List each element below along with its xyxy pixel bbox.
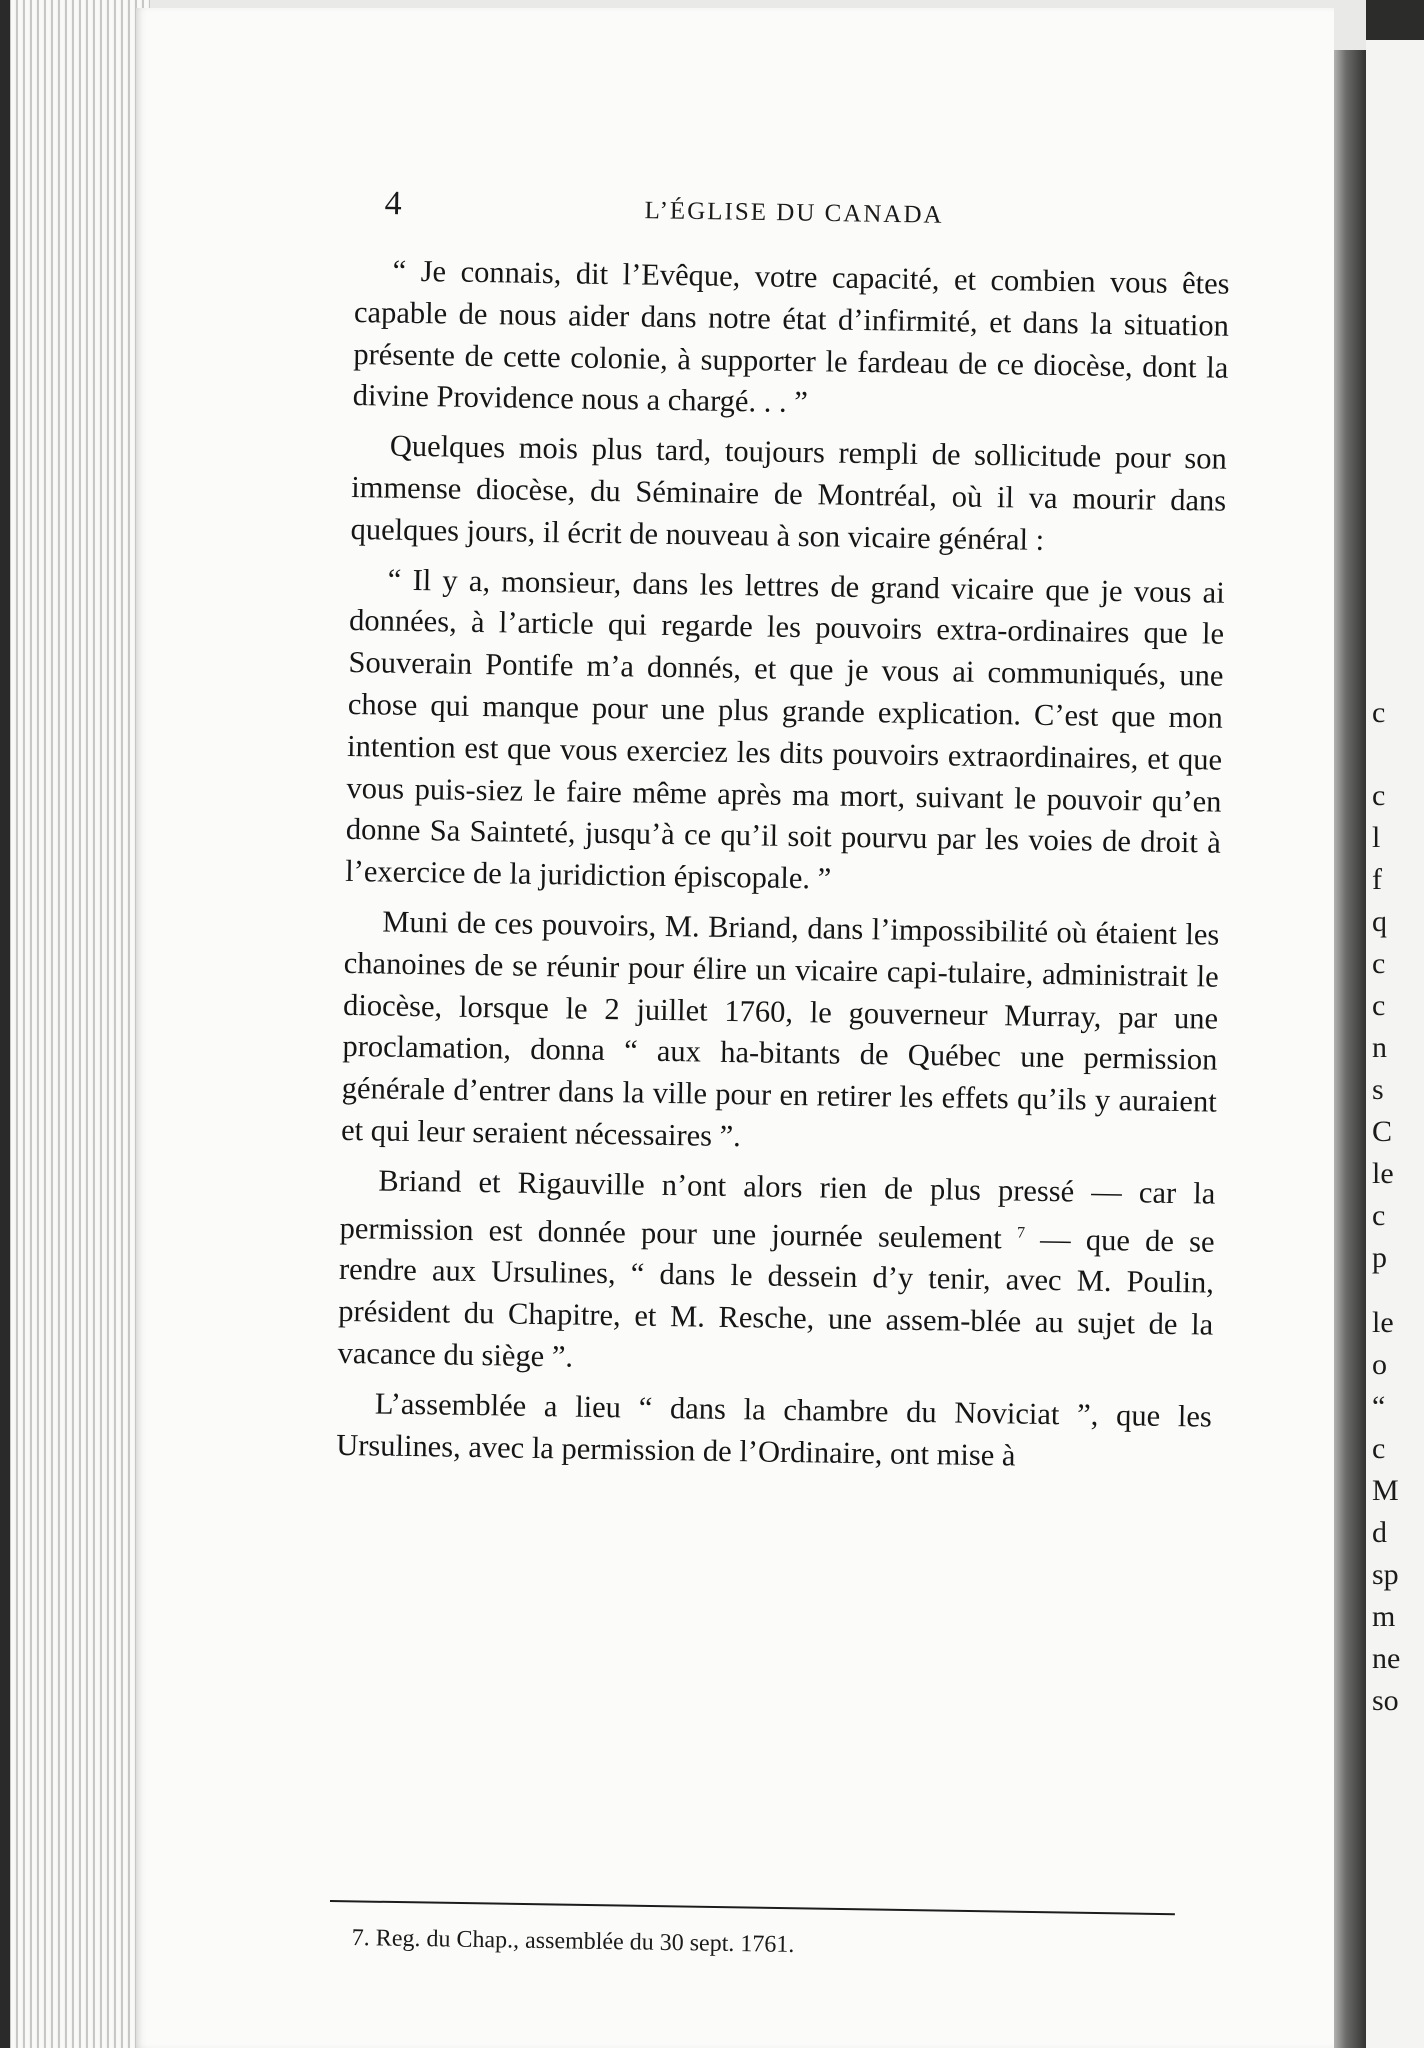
paragraph <box>337 1160 1215 1389</box>
paragraph: L’assemblée a lieu “ dans la chambre du Noviciat ”, que les Ursulines, avec la permission de l’Ordinaire, ont mise à <box>335 1386 1213 1473</box>
paragraph: “ Il y a, monsieur, dans les lettres de grand vicaire que je vous ai données, à l’article qui regarde les pouvoirs extra-ordinaires que le Souverain Pontife m’a donnés, et que je vous ai communiqués, une chose qui manque pour une plus grande explication. C’est que mon intention est que vous exerciez les dits pouvoirs extraordinaires, et que vous puis-siez le faire même après ma mort, suivant le pouvoir qu’en donne Sa Sainteté, jusqu’à ce qu’il soit pourvu par les voies de droit à l’exercice de la juridiction épiscopale. ” <box>344 562 1225 896</box>
facing-page-fragment: m <box>1372 1600 1396 1633</box>
facing-page-fragment: c <box>1372 696 1386 729</box>
paragraph: “ Je connais, dit l’Evêque, votre capacité, et combien vous êtes capable de nous aider dans notre état d’infirmité, et dans la situation présente de cette colonie, à supporter le fardeau de ce diocèse, dont la divine Providence nous a chargé. . . ” <box>352 253 1230 420</box>
facing-page-fragment: le <box>1372 1306 1394 1339</box>
facing-page-fragment: ne <box>1372 1642 1401 1675</box>
book-gutter <box>1328 50 1368 2048</box>
facing-page-fragment: so <box>1372 1684 1399 1717</box>
facing-page-fragment: p <box>1372 1241 1387 1274</box>
page-number: 4 <box>384 185 402 223</box>
paragraph-text: Briand et Rigauville n’ont alors rien de plus pressé — car la permission est donnée pour une journée seulement <box>339 1163 1216 1255</box>
facing-page-fragment: c <box>1372 989 1386 1022</box>
facing-page-fragment: d <box>1372 1516 1387 1549</box>
facing-page-fragment: c <box>1372 779 1386 812</box>
facing-page-fragment: “ <box>1372 1390 1386 1423</box>
facing-page <box>1366 40 1424 2048</box>
paragraph: Quelques mois plus tard, toujours rempli de sollicitude pour son immense diocèse, du Séminaire de Montréal, où il va mourir dans quelques jours, il écrit de nouveau à son vicaire général : <box>350 428 1228 557</box>
facing-page-fragment: f <box>1372 863 1382 896</box>
facing-page-fragment: o <box>1372 1348 1387 1381</box>
facing-page-fragment: sp <box>1372 1558 1399 1591</box>
facing-page-fragment: M <box>1372 1474 1399 1507</box>
facing-page-fragment: C <box>1372 1115 1393 1148</box>
scan-border <box>1366 0 1424 40</box>
facing-page-fragment: s <box>1372 1073 1384 1106</box>
running-title: L’ÉGLISE DU CANADA <box>644 197 944 229</box>
body-text <box>336 250 1230 1480</box>
facing-page-fragment: q <box>1372 905 1387 938</box>
footnote-reference: 7 <box>1016 1224 1026 1242</box>
footnote: 7. Reg. du Chap., assemblée du 30 sept. 1761. <box>351 1925 795 1958</box>
facing-page-fragment: c <box>1372 1199 1386 1232</box>
facing-page-fragment: le <box>1372 1157 1394 1190</box>
facing-page-fragment: l <box>1372 821 1381 854</box>
paragraph: Muni de ces pouvoirs, M. Briand, dans l’impossibilité où étaient les chanoines de se réunir pour élire un vicaire capi-tulaire, administrait le diocèse, lorsque le 2 juillet 1760, le gouverneur Murray, par une proclamation, donna “ aux ha-bitants de Québec une permission générale d’entrer dans la ville pour en retirer les effets qu’ils y auraient et qui leur seraient nécessaires ”. <box>340 904 1220 1154</box>
facing-page-fragment: c <box>1372 1432 1386 1465</box>
paragraph-text: — que de se rendre aux Ursulines, “ dans le dessein d’y tenir, avec M. Poulin, président du Chapitre, et M. Resche, une assem-blée au sujet de la vacance du siège ”. <box>337 1221 1215 1374</box>
facing-page-fragment: n <box>1372 1031 1387 1064</box>
facing-page-fragment: c <box>1372 947 1386 980</box>
page-stack-edge <box>0 0 150 2048</box>
